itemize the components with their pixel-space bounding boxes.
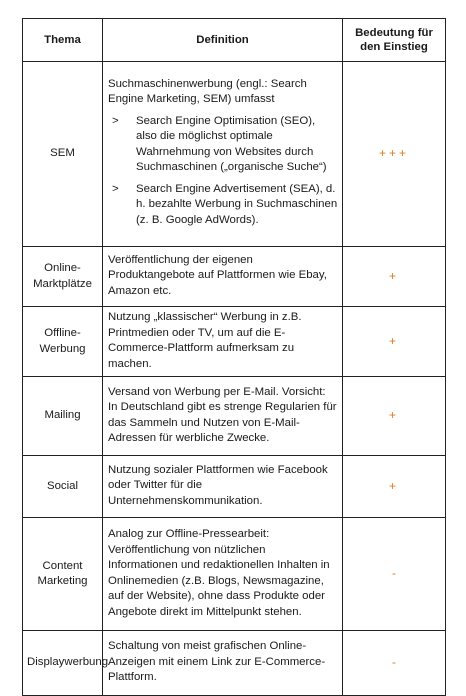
marketing-channels-table (22, 18, 446, 696)
header-rating: Bedeutung für den Einstieg (343, 19, 446, 62)
row-topic: Content Marketing (23, 518, 103, 631)
row-definition-cell (103, 62, 343, 247)
row-definition: Analog zur Offline-Pressearbeit: Veröffentlichung von nützlichen Informationen und redaktionellen Inhalten in Onlinemedien (z.B. Blogs, Newsmagazine, auf der Website), ohne dass Produkte oder Angebote direkt im Mittelpunkt stehen. (103, 518, 343, 631)
list-item (108, 114, 338, 176)
row-definition: Suchmaschinenwerbung (engl.: Search Engine Marketing, SEM) umfasst (108, 77, 307, 106)
list-item-text: Search Engine Optimisation (SEO), also die möglichst optimale Wahrnehmung von Websites durch Suchmaschinen („organische Suche“) (136, 114, 327, 174)
row-topic: Social (23, 456, 103, 518)
row-rating: - (343, 518, 446, 631)
bullet-arrow-icon: > (112, 114, 119, 127)
definition-sublist (108, 114, 338, 229)
row-topic: Displaywerbung (23, 631, 103, 696)
row-definition: Nutzung „klassischer“ Werbung in z.B. Printmedien oder TV, um auf die E-Commerce-Plattform aufmerksam zu machen. (103, 307, 343, 377)
header-definition: Definition (103, 19, 343, 62)
row-topic: Offline-Werbung (23, 307, 103, 377)
table-row (23, 456, 446, 518)
table-row (23, 518, 446, 631)
table-row (23, 247, 446, 307)
row-rating: + (343, 456, 446, 518)
list-item-text: Search Engine Advertisement (SEA), d. h. bezahlte Werbung in Suchmaschinen (z. B. Google AdWords). (136, 182, 338, 226)
table-row (23, 377, 446, 456)
row-definition: Versand von Werbung per E-Mail. Vorsicht: In Deutschland gibt es strenge Regularien für das Sammeln und Nutzen von E-Mail-Adressen für werbliche Zwecke. (103, 377, 343, 456)
row-topic: Mailing (23, 377, 103, 456)
row-topic: SEM (23, 62, 103, 247)
row-rating: + (343, 247, 446, 307)
row-rating: - (343, 631, 446, 696)
table-row (23, 62, 446, 247)
row-topic: Online-Marktplätze (23, 247, 103, 307)
header-topic: Thema (23, 19, 103, 62)
table-row (23, 631, 446, 696)
row-definition: Veröffentlichung der eigenen Produktangebote auf Plattformen wie Ebay, Amazon etc. (103, 247, 343, 307)
row-rating: + (343, 377, 446, 456)
row-definition: Schaltung von meist grafischen Online-Anzeigen mit einem Link zur E-Commerce-Plattform. (103, 631, 343, 696)
list-item (108, 182, 338, 229)
table-header-row (23, 19, 446, 62)
bullet-arrow-icon: > (112, 182, 119, 195)
row-rating: +++ (343, 62, 446, 247)
table-row (23, 307, 446, 377)
row-definition: Nutzung sozialer Plattformen wie Facebook oder Twitter für die Unternehmenskommunikation. (103, 456, 343, 518)
row-rating: + (343, 307, 446, 377)
